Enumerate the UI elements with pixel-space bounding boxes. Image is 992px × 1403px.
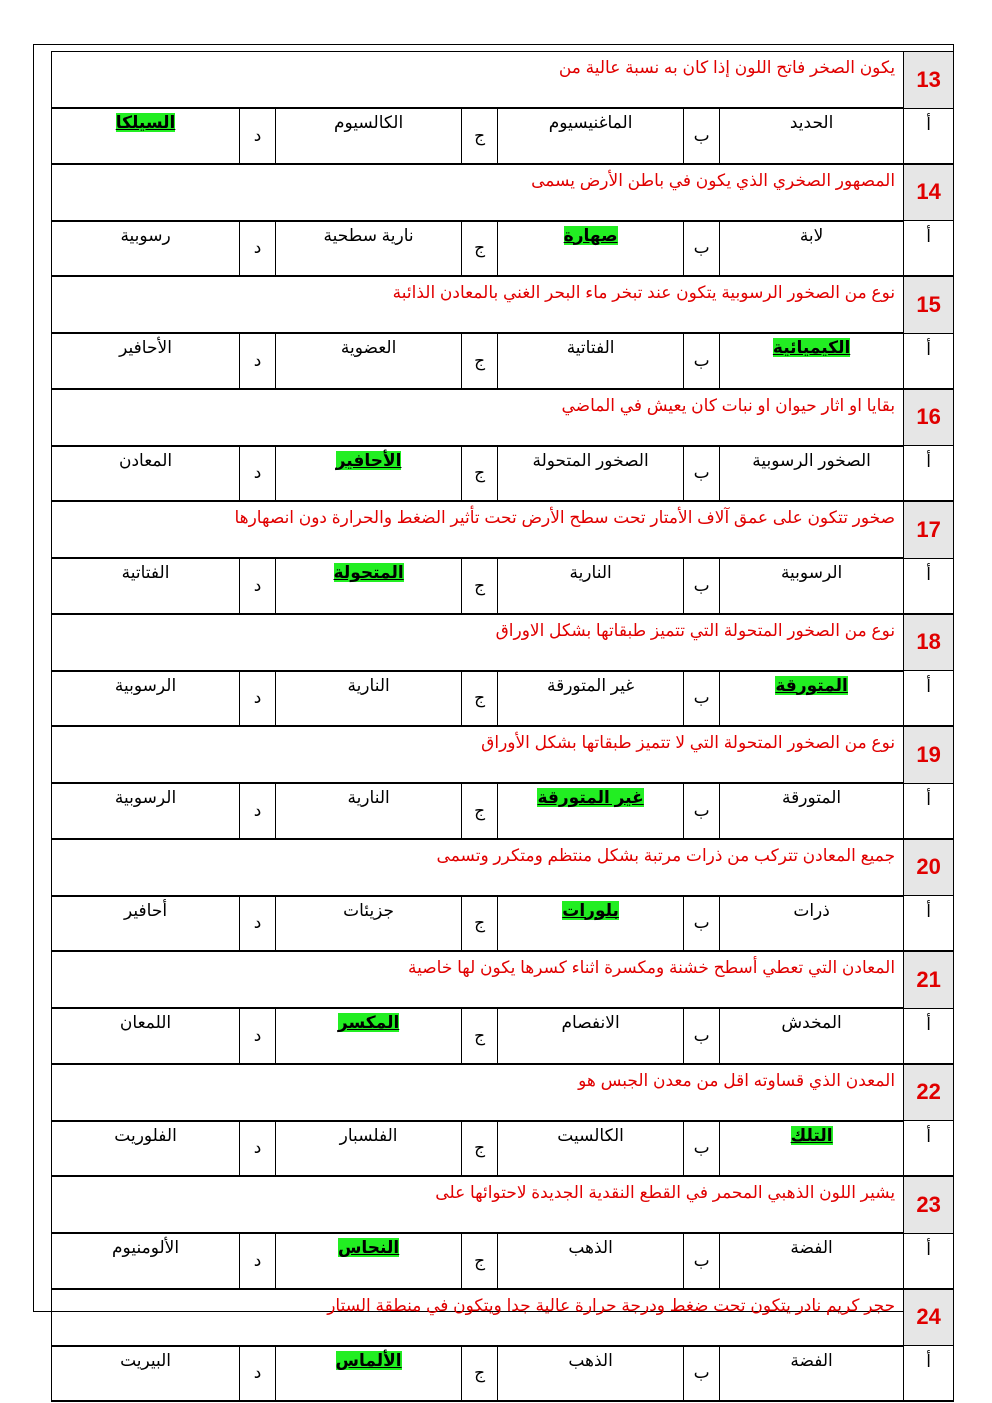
- answer-row: [52, 1233, 954, 1289]
- answer-option: [276, 333, 462, 389]
- option-letter: د: [240, 446, 276, 502]
- question-row: [52, 1289, 954, 1346]
- correct-option: [498, 783, 684, 839]
- answer-option: [276, 896, 462, 952]
- option-text: الذهب: [568, 1238, 613, 1257]
- question-number: 21: [904, 951, 954, 1008]
- option-text: الكالسيوم: [333, 113, 404, 132]
- option-text: الأحافير: [335, 450, 402, 470]
- answer-option: [52, 671, 240, 727]
- question-number: 22: [904, 1064, 954, 1121]
- answer-option: [52, 1008, 240, 1064]
- answer-row: [52, 671, 954, 727]
- option-text: الفضة: [790, 1350, 833, 1370]
- question-number: 15: [904, 276, 954, 333]
- option-letter: ب: [684, 1346, 720, 1402]
- answer-option: [52, 1233, 240, 1289]
- option-text: أحافير: [124, 900, 168, 920]
- option-text: الفلسبار: [339, 1125, 398, 1145]
- option-letter: أ: [904, 333, 954, 389]
- answer-option: [276, 671, 462, 727]
- option-text: الأحافير: [119, 338, 172, 357]
- answer-row: [52, 333, 954, 389]
- option-text: غير المتورقة: [537, 788, 644, 807]
- question-number: 16: [904, 389, 954, 446]
- correct-option: [720, 1121, 904, 1177]
- answer-option: [276, 221, 462, 277]
- option-letter: ج: [462, 446, 498, 502]
- option-text: الرسوبية: [114, 675, 177, 695]
- option-text: المتحولة: [333, 563, 404, 582]
- option-text: الفضة: [790, 1238, 833, 1257]
- option-letter: ب: [684, 1233, 720, 1289]
- question-number: 13: [904, 52, 954, 109]
- option-letter: أ: [904, 896, 954, 952]
- option-letter: أ: [904, 671, 954, 727]
- option-text: الألماس: [335, 1350, 402, 1370]
- question-row: [52, 501, 954, 558]
- question-number: 18: [904, 614, 954, 671]
- question-row: [52, 839, 954, 896]
- option-text: المتورقة: [775, 675, 848, 695]
- option-letter: د: [240, 1121, 276, 1177]
- option-letter: د: [240, 221, 276, 277]
- option-text: غير المتورقة: [546, 675, 635, 695]
- option-letter: د: [240, 558, 276, 614]
- option-letter: ج: [462, 108, 498, 164]
- question-row: [52, 164, 954, 221]
- answer-row: [52, 446, 954, 502]
- option-letter: ج: [462, 671, 498, 727]
- option-letter: أ: [904, 1121, 954, 1177]
- option-letter: ب: [684, 558, 720, 614]
- answer-option: [276, 783, 462, 839]
- option-text: ذرات: [793, 900, 830, 920]
- option-letter: د: [240, 108, 276, 164]
- option-letter: ج: [462, 558, 498, 614]
- question-text: نوع من الصخور الرسوبية يتكون عند تبخر ماء البحر الغني بالمعادن الذائبة: [52, 276, 904, 333]
- option-letter: ب: [684, 783, 720, 839]
- option-letter: ب: [684, 671, 720, 727]
- option-text: الكيميائية: [772, 338, 851, 357]
- option-text: المكسر: [337, 1013, 400, 1032]
- correct-option: [276, 1233, 462, 1289]
- answer-row: [52, 221, 954, 277]
- question-row: [52, 726, 954, 783]
- correct-option: [276, 1346, 462, 1402]
- answer-row: [52, 783, 954, 839]
- option-letter: د: [240, 1346, 276, 1402]
- option-text: الرسوبية: [114, 788, 177, 807]
- answer-option: [498, 1346, 684, 1402]
- option-text: الفلوريت: [114, 1125, 177, 1145]
- answer-row: [52, 108, 954, 164]
- answer-option: [720, 1233, 904, 1289]
- option-letter: ب: [684, 1008, 720, 1064]
- correct-option: [720, 333, 904, 389]
- option-text: رسوبية: [120, 225, 171, 245]
- option-text: النحاس: [337, 1238, 400, 1257]
- quiz-table: [51, 51, 954, 1402]
- answer-option: [498, 671, 684, 727]
- answer-option: [52, 333, 240, 389]
- question-text: نوع من الصخور المتحولة التي لا تتميز طبقاتها بشكل الأوراق: [52, 726, 904, 783]
- option-text: البيريت: [120, 1350, 172, 1370]
- option-text: النارية: [347, 788, 390, 807]
- option-letter: ج: [462, 896, 498, 952]
- question-number: 14: [904, 164, 954, 221]
- answer-option: [52, 896, 240, 952]
- correct-option: [276, 558, 462, 614]
- answer-option: [52, 783, 240, 839]
- question-text: يشير اللون الذهبي المحمر في القطع النقدية الجديدة لاحتوائها على: [52, 1176, 904, 1233]
- option-letter: ب: [684, 896, 720, 952]
- answer-option: [720, 446, 904, 502]
- question-text: يكون الصخر فاتح اللون إذا كان به نسبة عالية من: [52, 52, 904, 109]
- option-letter: ج: [462, 1121, 498, 1177]
- answer-option: [720, 108, 904, 164]
- answer-option: [498, 1121, 684, 1177]
- option-text: الفتاتية: [121, 563, 170, 582]
- answer-option: [498, 333, 684, 389]
- option-text: النارية: [569, 563, 612, 582]
- option-letter: أ: [904, 783, 954, 839]
- question-row: [52, 1176, 954, 1233]
- correct-option: [720, 671, 904, 727]
- answer-option: [498, 1233, 684, 1289]
- question-row: [52, 1064, 954, 1121]
- question-text: بقايا او اثار حيوان او نبات كان يعيش في الماضي: [52, 389, 904, 446]
- question-number: 24: [904, 1289, 954, 1346]
- option-text: الرسوبية: [780, 563, 843, 582]
- option-text: نارية سطحية: [323, 225, 414, 245]
- option-letter: أ: [904, 558, 954, 614]
- answer-option: [52, 558, 240, 614]
- option-text: العضوية: [340, 338, 397, 357]
- option-letter: ج: [462, 1233, 498, 1289]
- option-letter: أ: [904, 1233, 954, 1289]
- question-number: 20: [904, 839, 954, 896]
- option-text: الماغنيسيوم: [548, 113, 633, 132]
- question-text: المصهور الصخري الذي يكون في باطن الأرض يسمى: [52, 164, 904, 221]
- question-text: صخور تتكون على عمق آلاف الأمتار تحت سطح الأرض تحت تأثير الضغط والحرارة دون انصهارها: [52, 501, 904, 558]
- option-letter: د: [240, 671, 276, 727]
- answer-option: [52, 1346, 240, 1402]
- answer-option: [720, 896, 904, 952]
- option-text: التلك: [790, 1125, 833, 1145]
- option-text: الانفصام: [561, 1013, 620, 1032]
- answer-row: [52, 558, 954, 614]
- question-row: [52, 951, 954, 1008]
- question-text: جميع المعادن تتركب من ذرات مرتبة بشكل منتظم ومتكرر وتسمى: [52, 839, 904, 896]
- answer-option: [276, 108, 462, 164]
- option-text: الحديد: [789, 113, 834, 132]
- question-number: 23: [904, 1176, 954, 1233]
- answer-option: [52, 1121, 240, 1177]
- option-letter: أ: [904, 108, 954, 164]
- correct-option: [276, 1008, 462, 1064]
- option-letter: ج: [462, 783, 498, 839]
- option-letter: د: [240, 1233, 276, 1289]
- answer-option: [498, 446, 684, 502]
- option-text: لابة: [799, 225, 824, 245]
- option-letter: أ: [904, 1008, 954, 1064]
- option-text: جزيئات: [343, 900, 395, 920]
- answer-option: [720, 1008, 904, 1064]
- option-text: الكالسيت: [557, 1125, 624, 1145]
- option-text: الصخور الرسوبية: [752, 450, 871, 470]
- option-text: الذهب: [568, 1350, 613, 1370]
- question-text: حجر كريم نادر يتكون تحت ضغط ودرجة حرارة عالية جدا ويتكون في منطقة الستار: [52, 1289, 904, 1346]
- answer-row: [52, 1346, 954, 1402]
- option-letter: ج: [462, 1346, 498, 1402]
- option-letter: ج: [462, 1008, 498, 1064]
- correct-option: [276, 446, 462, 502]
- answer-option: [720, 783, 904, 839]
- option-text: المتورقة: [782, 788, 842, 807]
- answer-option: [498, 108, 684, 164]
- option-text: النارية: [347, 675, 390, 695]
- option-text: المعادن: [118, 450, 173, 470]
- option-letter: ج: [462, 221, 498, 277]
- option-letter: أ: [904, 1346, 954, 1402]
- option-text: المخدش: [781, 1013, 842, 1032]
- option-letter: ب: [684, 446, 720, 502]
- option-text: السيلكا: [115, 113, 176, 132]
- answer-option: [276, 1121, 462, 1177]
- option-text: بلورات: [562, 900, 619, 920]
- option-text: صهارة: [563, 225, 618, 245]
- question-row: [52, 389, 954, 446]
- question-text: نوع من الصخور المتحولة التي تتميز طبقاتها بشكل الاوراق: [52, 614, 904, 671]
- answer-option: [52, 446, 240, 502]
- answer-option: [720, 558, 904, 614]
- question-row: [52, 276, 954, 333]
- option-letter: د: [240, 896, 276, 952]
- option-text: الفتاتية: [566, 338, 615, 357]
- answer-option: [52, 221, 240, 277]
- option-letter: ب: [684, 108, 720, 164]
- answer-option: [498, 558, 684, 614]
- correct-option: [52, 108, 240, 164]
- option-letter: أ: [904, 221, 954, 277]
- option-letter: أ: [904, 446, 954, 502]
- answer-row: [52, 896, 954, 952]
- answer-option: [720, 221, 904, 277]
- option-text: الألومنيوم: [112, 1238, 180, 1257]
- option-text: اللمعان: [119, 1013, 172, 1032]
- question-number: 19: [904, 726, 954, 783]
- question-text: المعادن التي تعطي أسطح خشنة ومكسرة اثناء كسرها يكون لها خاصية: [52, 951, 904, 1008]
- answer-row: [52, 1121, 954, 1177]
- question-row: [52, 52, 954, 109]
- option-letter: ب: [684, 221, 720, 277]
- option-letter: د: [240, 1008, 276, 1064]
- correct-option: [498, 221, 684, 277]
- answer-row: [52, 1008, 954, 1064]
- question-number: 17: [904, 501, 954, 558]
- answer-option: [720, 1346, 904, 1402]
- correct-option: [498, 896, 684, 952]
- option-letter: ب: [684, 1121, 720, 1177]
- option-letter: د: [240, 333, 276, 389]
- option-text: الصخور المتحولة: [532, 450, 649, 470]
- question-text: المعدن الذي قساوته اقل من معدن الجبس هو: [52, 1064, 904, 1121]
- option-letter: ب: [684, 333, 720, 389]
- option-letter: ج: [462, 333, 498, 389]
- answer-option: [498, 1008, 684, 1064]
- question-row: [52, 614, 954, 671]
- option-letter: د: [240, 783, 276, 839]
